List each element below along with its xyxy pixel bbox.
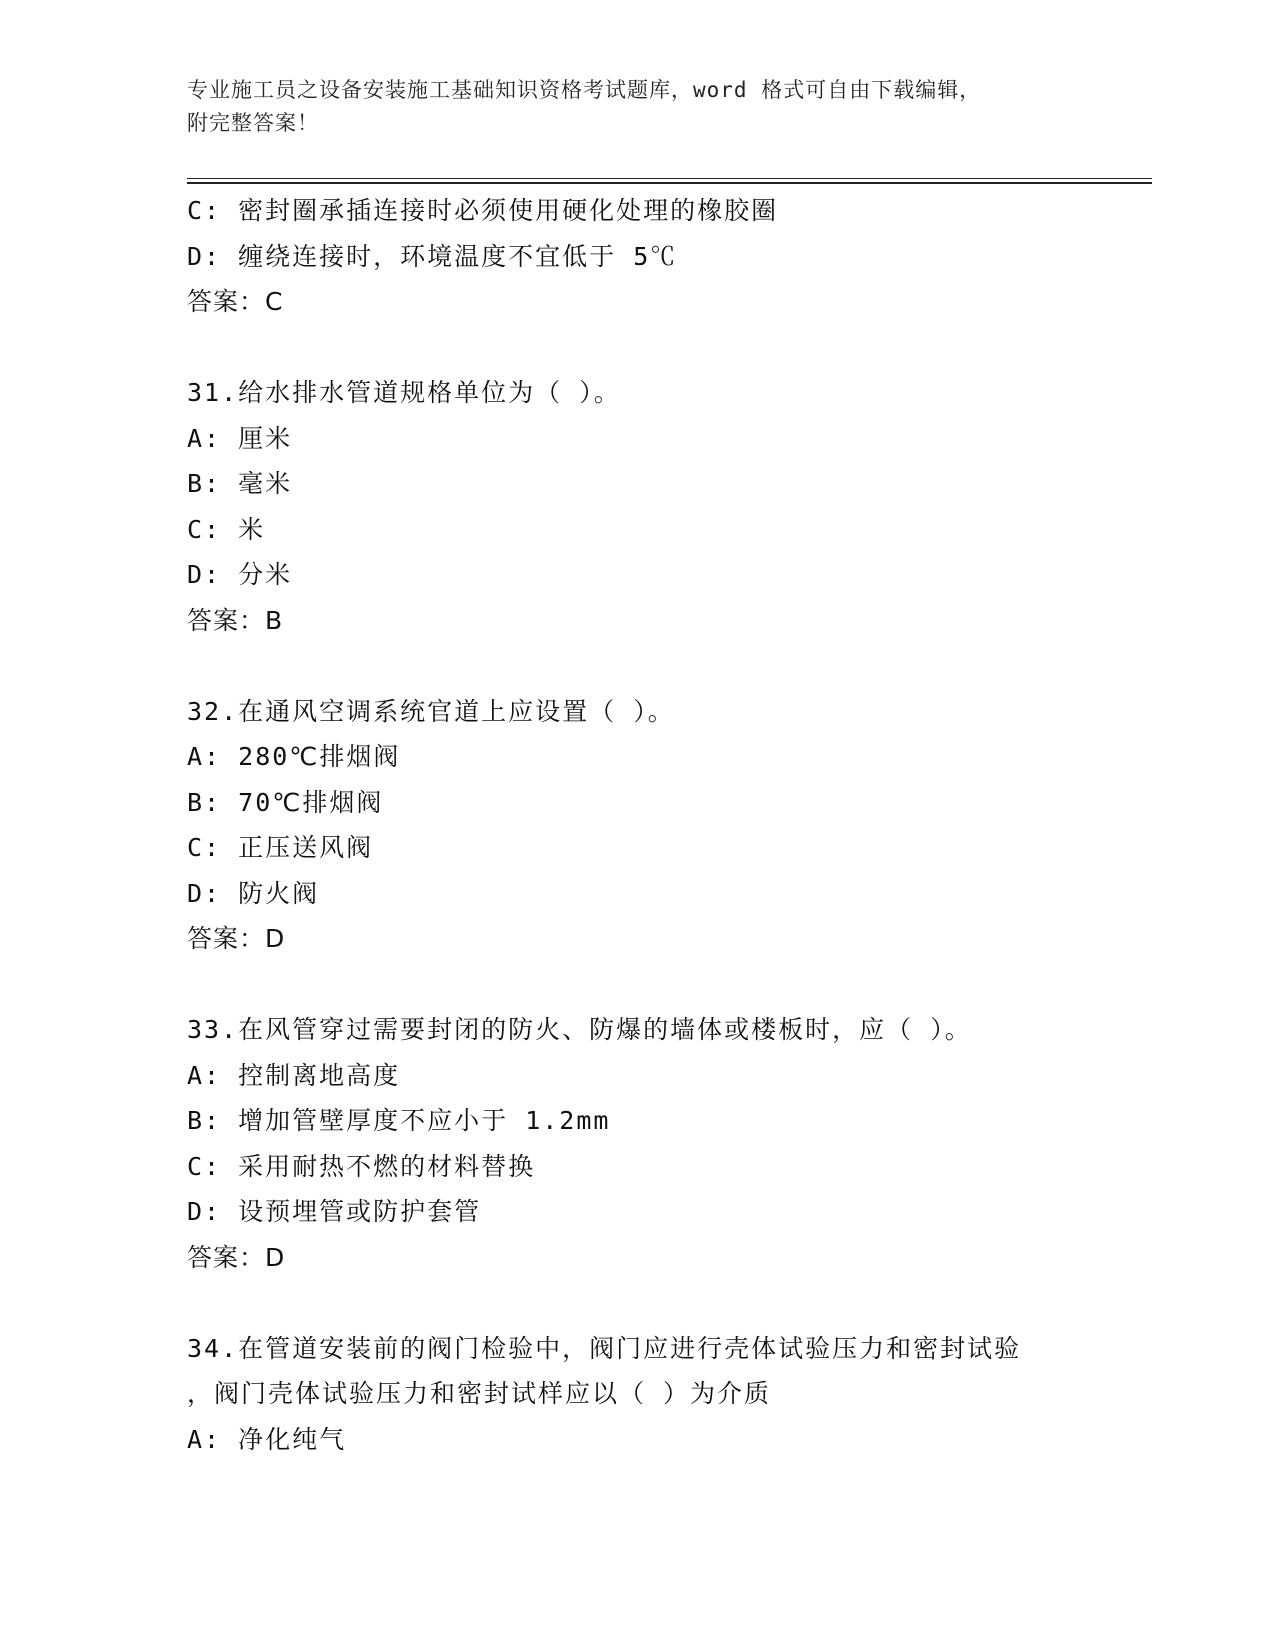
question-stem: 31.给水排水管道规格单位为（ ）。 [187,378,621,407]
header-line-1: 专业施工员之设备安装施工基础知识资格考试题库，word 格式可自由下载编辑， [187,78,982,102]
spacer [187,1280,1152,1326]
document-header [187,74,1067,140]
option-c: C: 采用耐热不燃的材料替换 [187,1151,536,1181]
option-a: A: 净化纯气 [187,1424,347,1454]
option-c: C: 正压送风阀 [187,833,374,862]
header-divider-thick [187,182,1152,184]
option-d: D: 防火阀 [187,878,320,908]
option-c: C: 密封圈承插连接时必须使用硬化处理的橡胶圈 [187,196,779,225]
answer-line: 答案：D [187,1242,286,1272]
question-block-31 [187,370,1152,643]
question-block-34 [187,1326,1152,1463]
spacer [187,643,1152,689]
answer-line: 答案：C [187,287,284,316]
option-d: D: 分米 [187,560,293,589]
answer-line: 答案：B [187,605,284,635]
question-block-30 [187,188,1152,325]
option-d: D: 缠绕连接时，环境温度不宜低于 5℃ [187,241,678,271]
question-list [187,188,1152,1462]
spacer [187,962,1152,1008]
option-b: B: 毫米 [187,469,293,498]
option-a: A: 控制离地高度 [187,1060,401,1090]
question-block-33 [187,1007,1152,1280]
question-block-32 [187,689,1152,962]
question-stem-line-1: 34.在管道安装前的阀门检验中，阀门应进行壳体试验压力和密封试验 [187,1333,1022,1363]
header-divider-thin [187,178,1152,179]
option-d: D: 设预埋管或防护套管 [187,1197,482,1226]
question-stem-line-2: ，阀门壳体试验压力和密封试样应以（ ）为介质 [187,1379,772,1408]
question-stem: 33.在风管穿过需要封闭的防火、防爆的墙体或楼板时，应（ ）。 [187,1015,972,1044]
option-b: B: 70℃排烟阀 [187,787,384,817]
option-a: A: 厘米 [187,423,293,453]
header-line-2: 附完整答案！ [187,111,319,135]
option-c: C: 米 [187,514,266,544]
spacer [187,325,1152,371]
answer-line: 答案：D [187,924,286,953]
option-a: A: 280℃排烟阀 [187,742,401,771]
option-b: B: 增加管壁厚度不应小于 1.2mm [187,1106,611,1135]
question-stem: 32.在通风空调系统官道上应设置（ ）。 [187,696,675,726]
